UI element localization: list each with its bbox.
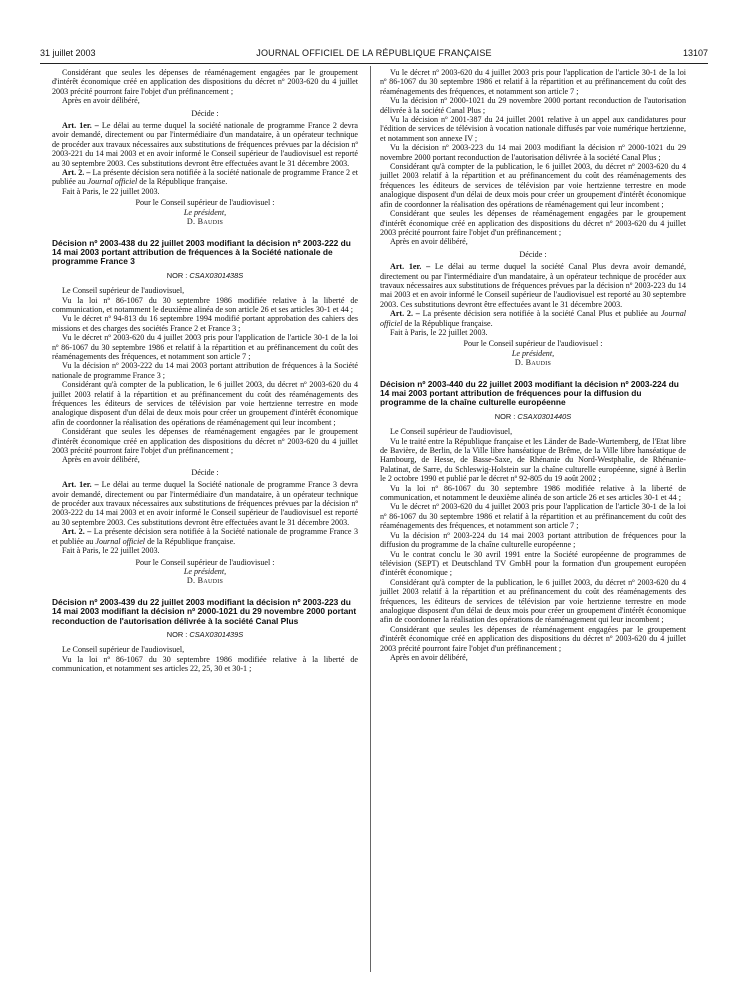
decide-heading: Décide : bbox=[191, 108, 219, 118]
paragraph: Vu la décision nº 2001-387 du 24 juillet 2001 relative à un appel aux candidatures pour l'édition de services de télévision à vocation nationale diffusés par voie numérique hertzienne, et notamment son annexe IV ; bbox=[380, 115, 686, 143]
article-text: La présente décision sera notifiée à la Société nationale de programme France 3 et publiée au bbox=[52, 527, 358, 546]
journal-officiel-ref: Journal officiel bbox=[95, 536, 146, 546]
paragraph: Considérant que seules les dépenses de réaménagement engagées par le groupement d'intérêt économique créé en application des dispositions du décret nº 2003-620 du 4 juillet 2003 précité pourront faire l'objet d'un préfinancement ; bbox=[380, 624, 686, 653]
article-text: de la République française. bbox=[145, 536, 236, 546]
paragraph: Vu le décret nº 2003-620 du 4 juillet 2003 pris pour l'application de l'article 30-1 de la loi nº 86-1067 du 30 septembre 1986 et relatif à la répartition et au préfinancement du coût des réaménagements des fréquences, et notamment son article 7 ; bbox=[52, 333, 358, 361]
article-paragraph bbox=[380, 262, 686, 309]
decision-title: Décision nº 2003-439 du 22 juillet 2003 modifiant la décision nº 2003-223 du 14 mai 2003 modifiant la décision nº 2000-1021 du 29 novembre 2000 portant reconduction de l'autorisation délivrée à la société Canal Plus bbox=[52, 596, 357, 626]
nor-reference bbox=[52, 630, 358, 639]
article-paragraph bbox=[380, 309, 686, 328]
signature-name: D. Baudis bbox=[186, 217, 224, 227]
paragraph: Vu le décret nº 2003-620 du 4 juillet 2003 pris pour l'application de l'article 30-1 de la loi nº 86-1067 du 30 septembre 1986 et relatif à la répartition et au préfinancement du coût des réaménagements des fréquences, et notamment son article 7 ; bbox=[380, 68, 686, 96]
article-label: Art. 2. – bbox=[390, 309, 420, 319]
paragraph: Vu la décision nº 2000-1021 du 29 novembre 2000 portant reconduction de l'autorisation délivrée à la société Canal Plus ; bbox=[380, 96, 686, 115]
paragraph: Vu la décision nº 2003-222 du 14 mai 2003 portant attribution de fréquences à la Société nationale de programme France 3 ; bbox=[52, 361, 358, 380]
article-text: de la République française. bbox=[137, 177, 228, 187]
paragraph: Après en avoir délibéré, bbox=[62, 455, 140, 465]
signature-title: Pour le Conseil supérieur de l'audiovisuel : bbox=[135, 557, 275, 567]
paragraph: Le Conseil supérieur de l'audiovisuel, bbox=[390, 427, 513, 437]
paragraph: Vu la décision nº 2003-223 du 14 mai 2003 modifiant la décision nº 2000-1021 du 29 novembre 2000 portant reconduction de l'autorisation délivrée à la société Canal Plus ; bbox=[380, 143, 686, 162]
paragraph: Vu la décision nº 2003-224 du 14 mai 2003 portant attribution de fréquences pour la diffusion du programme de la chaîne culturelle européenne ; bbox=[380, 530, 686, 550]
signature-name: D. Baudis bbox=[186, 576, 224, 586]
left-column bbox=[52, 68, 358, 674]
done-at: Fait à Paris, le 22 juillet 2003. bbox=[62, 546, 160, 556]
paragraph: Considérant qu'à compter de la publication, le 6 juillet 2003, du décret nº 2003-620 du 4 juillet 2003 relatif à la répartition et au préfinancement du coût des réaménagements des fréquences les éditeurs de services de télévision par voie hertzienne terrestre en mode analogique disposent d'un délai de deux mois pour créer un groupement d'intérêt économique afin de coordonner la réalisation des opérations de réaménagement qui leur incombent ; bbox=[52, 380, 358, 427]
signature-title: Pour le Conseil supérieur de l'audiovisuel : bbox=[135, 198, 275, 208]
signature-role: Le président, bbox=[183, 566, 227, 576]
nor-label: NOR : bbox=[494, 411, 518, 421]
paragraph: Considérant que seules les dépenses de réaménagement engagées par le groupement d'intérêt économique créé en application des dispositions du décret nº 2003-620 du 4 juillet 2003 précité pourront faire l'objet d'un préfinancement ; bbox=[380, 209, 686, 237]
paragraph: Vu le décret nº 94-813 du 16 septembre 1994 modifié portant approbation des cahiers des missions et des charges des sociétés France 2 et France 3 ; bbox=[52, 314, 358, 333]
signature-role: Le président, bbox=[183, 207, 227, 217]
column-separator bbox=[370, 66, 371, 972]
paragraph: Vu le traité entre la République française et les Länder de Bade-Wurtemberg, de l'Etat libre de Bavière, de Berlin, de la Ville libre hanséatique de Brême, de la Ville libre hanséatique de Hambourg, de Hesse, de Basse-Saxe, de Rhénanie du Nord-Westphalie, de Rhénanie-Palatinat, de Sarre, du Schleswig-Holstein sur la chaîne culturelle européenne, signé à Berlin le 2 octobre 1990 et publié par le décret nº 92-805 du 19 août 2002 ; bbox=[380, 436, 686, 484]
paragraph: Vu la loi nº 86-1067 du 30 septembre 1986 modifiée relative à la liberté de communication, et notamment le deuxième alinéa de son article 26 et ses articles 30-1 et 44 ; bbox=[52, 295, 358, 314]
paragraph: Vu la loi nº 86-1067 du 30 septembre 1986 modifiée relative à la liberté de communication, et notamment ses articles 22, 25, 30 et 30-1 ; bbox=[52, 654, 358, 674]
decision-title: Décision nº 2003-440 du 22 juillet 2003 modifiant la décision nº 2003-224 du 14 mai 2003 portant attribution de fréquences pour la diffusion du programme de la chaîne culturelle européenne bbox=[380, 378, 679, 408]
nor-code: CSAX0301440S bbox=[517, 411, 572, 421]
paragraph: Après en avoir délibéré, bbox=[390, 652, 468, 662]
article-text: Le délai au terme duquel la Société nationale de programme France 3 devra avoir demandé, directement ou par l'intermédiaire d'un mandataire, à un opérateur technique de procéder aux travaux nécessaires aux substitutions de fréquences prévues par la décision nº 2003-222 du 14 mai 2003 et en avoir informé le Conseil supérieur de l'audiovisuel est reporté au 30 septembre 2003. Ces substitutions devront être effectuées avant le 31 décembre 2003. bbox=[52, 480, 358, 527]
signature-title: Pour le Conseil supérieur de l'audiovisuel : bbox=[463, 339, 603, 349]
paragraph: Vu la loi nº 86-1067 du 30 septembre 1986 modifiée relative à la liberté de communication, et notamment le deuxième alinéa de son article 26 et ses articles 30-1 et 44 ; bbox=[380, 483, 686, 503]
done-at: Fait à Paris, le 22 juillet 2003. bbox=[62, 186, 160, 196]
article-label: Art. 1er. – bbox=[62, 480, 99, 490]
paragraph: Considérant que seules les dépenses de réaménagement engagées par le groupement d'intérêt économique créé en application des dispositions du décret nº 2003-620 du 4 juillet 2003 précité pourront faire l'objet d'un préfinancement ; bbox=[52, 427, 358, 456]
header-page-number: 13107 bbox=[682, 48, 708, 58]
paragraph: Le Conseil supérieur de l'audiovisuel, bbox=[62, 286, 185, 296]
header-rule bbox=[40, 63, 708, 64]
nor-label: NOR : bbox=[166, 270, 190, 280]
signature-role: Le président, bbox=[511, 348, 555, 358]
journal-officiel-ref: Journal officiel bbox=[380, 309, 686, 328]
header-journal-title: JOURNAL OFFICIEL DE LA RÉPUBLIQUE FRANÇAISE bbox=[256, 48, 492, 58]
nor-code: CSAX0301439S bbox=[189, 629, 244, 639]
header-date: 31 juillet 2003 bbox=[40, 48, 96, 58]
article-label: Art. 2. – bbox=[62, 527, 92, 537]
article-label: Art. 2. – bbox=[62, 168, 91, 178]
paragraph: Le Conseil supérieur de l'audiovisuel, bbox=[62, 645, 185, 655]
paragraph: Considérant qu'à compter de la publication, le 6 juillet 2003, du décret nº 2003-620 du 4 juillet 2003 relatif à la répartition et au préfinancement du coût des réaménagements des fréquences, les éditeurs de services de télévision par voie hertzienne terrestre en mode analogique disposent d'un délai de deux mois pour créer un groupement d'intérêt économique afin de coordonner la réalisation des opérations de réaménagement qui leur incombent ; bbox=[380, 577, 686, 625]
article-label: Art. 1er. – bbox=[62, 121, 99, 131]
article-label: Art. 1er. – bbox=[390, 262, 431, 272]
signature-name: D. Baudis bbox=[514, 358, 552, 368]
decide-heading: Décide : bbox=[519, 249, 547, 259]
decide-heading: Décide : bbox=[191, 467, 219, 477]
nor-code: CSAX0301438S bbox=[189, 270, 244, 280]
article-text: Le délai au terme duquel la société nationale de programme France 2 devra avoir demandé, directement ou par l'intermédiaire d'un mandataire, à un opérateur technique de procéder aux travaux nécessaires aux substitutions de fréquences prévues par la décision nº 2003-221 du 14 mai 2003 et en avoir informé le Conseil supérieur de l'audiovisuel est reporté au 30 septembre 2003. Ces substitutions devront être effectuées avant le 31 décembre 2003. bbox=[52, 121, 358, 168]
nor-reference bbox=[380, 412, 686, 421]
article-text: Le délai au terme duquel la société Canal Plus devra avoir demandé, directement ou par l'intermédiaire d'un mandataire, à un opérateur technique de procéder aux travaux nécessaires aux substitutions de fréquences prévues par la décision nº 2003-223 du 14 mai 2003 et en avoir informé le Conseil supérieur de l'audiovisuel est reporté au 30 septembre 2003. Ces substitutions devront être effectuées avant le 31 décembre 2003. bbox=[380, 262, 686, 309]
article-paragraph bbox=[52, 527, 358, 546]
nor-reference bbox=[52, 271, 358, 280]
article-text: La présente décision sera notifiée à la société nationale de programme France 2 et publiée au bbox=[52, 168, 358, 187]
paragraph: Vu le contrat conclu le 30 avril 1991 entre la Société européenne de programmes de télévision (SEPT) et Deutschland TV GmbH pour la formation d'un groupement européen d'intérêt économique ; bbox=[380, 549, 686, 578]
done-at: Fait à Paris, le 22 juillet 2003. bbox=[390, 327, 488, 337]
article-paragraph bbox=[52, 121, 358, 168]
article-paragraph bbox=[52, 168, 358, 187]
paragraph: Après en avoir délibéré, bbox=[62, 96, 140, 106]
journal-officiel-ref: Journal officiel bbox=[87, 177, 138, 187]
decision-title: Décision nº 2003-438 du 22 juillet 2003 modifiant la décision nº 2003-222 du 14 mai 2003 portant attribution de fréquences à la Société nationale de programme France 3 bbox=[52, 237, 351, 267]
article-text: La présente décision sera notifiée à la société Canal Plus et publiée au bbox=[419, 309, 661, 319]
paragraph: Vu le décret nº 2003-620 du 4 juillet 2003 pris pour l'application de l'article 30-1 de la loi nº 86-1067 du 30 septembre 1986 et relatif à la répartition et au préfinancement du coût des réaménagements des fréquences, et notamment son article 7 ; bbox=[380, 502, 686, 531]
right-column bbox=[380, 68, 686, 662]
paragraph: Après en avoir délibéré, bbox=[390, 237, 468, 247]
article-text: de la République française. bbox=[402, 318, 493, 328]
article-paragraph bbox=[52, 480, 358, 527]
paragraph: Considérant qu'à compter de la publication, le 6 juillet 2003, du décret nº 2003-620 du 4 juillet 2003 relatif à la répartition et au préfinancement du coût des réaménagements des fréquences les éditeurs de services de télévision par voie hertzienne terrestre en mode analogique disposent d'un délai de deux mois pour créer un groupement d'intérêt économique afin de coordonner la réalisation des opérations de réaménagement qui leur incombent ; bbox=[380, 162, 686, 209]
nor-label: NOR : bbox=[166, 629, 190, 639]
page-header bbox=[40, 48, 708, 62]
paragraph: Considérant que seules les dépenses de réaménagement engagées par le groupement d'intérêt économique créé en application des dispositions du décret nº 2003-620 du 4 juillet 2003 précité pourront faire l'objet d'un préfinancement ; bbox=[52, 68, 358, 96]
